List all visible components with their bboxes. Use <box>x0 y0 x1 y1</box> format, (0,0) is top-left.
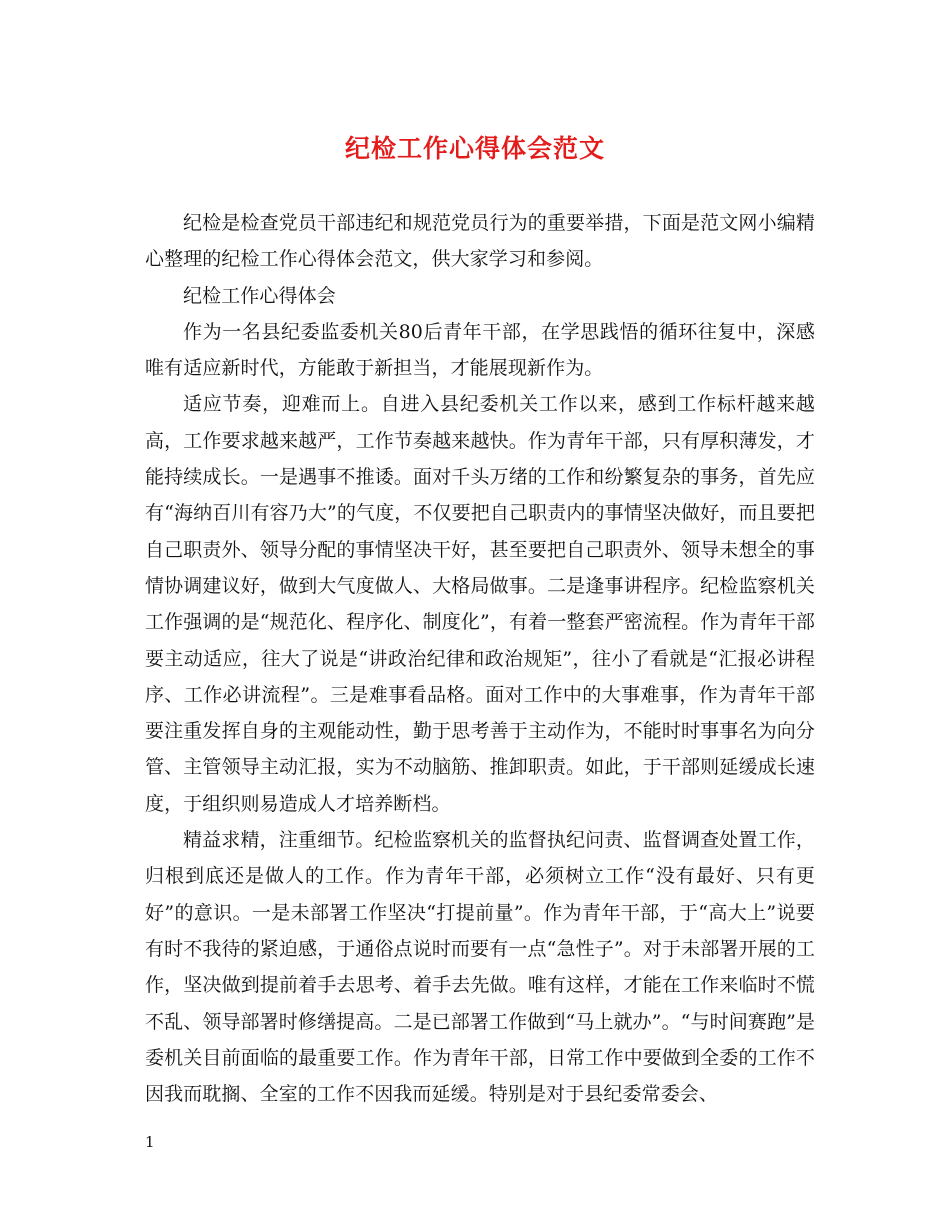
body-paragraph: 精益求精，注重细节。纪检监察机关的监督执纪问责、监督调查处置工作，归根到底还是做人的工作。作为青年干部，必须树立工作“没有最好、只有更好”的意识。一是未部署工作坚决“打提前量”。作为青年干部，于“高大上”说要有时不我待的紧迫感，于通俗点说时而要有一点“急性子”。对于未部署开展的工作，坚决做到提前着手去思考、着手去先做。唯有这样，才能在工作来临时不慌不乱、领导部署时修缮提高。二是已部署工作做到“马上就办”。“与时间赛跑”是委机关目前面临的最重要工作。作为青年干部，日常工作中要做到全委的工作不因我而耽搁、全室的工作不因我而延缓。特别是对于县纪委常委会、 <box>145 829 815 1106</box>
body-paragraph: 作为一名县纪委监委机关80后青年干部，在学思践悟的循环往复中，深感唯有适应新时代，方能敢于新担当，才能展现新作为。 <box>145 320 815 380</box>
intro-paragraph: 纪检是检查党员干部违纪和规范党员行为的重要举措，下面是范文网小编精心整理的纪检工作心得体会范文，供大家学习和参阅。 <box>145 212 815 271</box>
document-title: 纪检工作心得体会范文 <box>344 134 605 163</box>
document-body <box>145 205 815 1112</box>
page-number: 1 <box>145 1133 155 1151</box>
body-paragraph: 适应节奏，迎难而上。自进入县纪委机关工作以来，感到工作标杆越来越高，工作要求越来越严，工作节奏越来越快。作为青年干部，只有厚积薄发，才能持续成长。一是遇事不推诿。面对千头万绪的工作和纷繁复杂的事务，首先应有“海纳百川有容乃大”的气度，不仅要把自己职责内的事情坚决做好，而且要把自己职责外、领导分配的事情坚决干好，甚至要把自己职责外、领导未想全的事情协调建议好，做到大气度做人、大格局做事。二是逢事讲程序。纪检监察机关工作强调的是“规范化、程序化、制度化”，有着一整套严密流程。作为青年干部要主动适应，往大了说是“讲政治纪律和政治规矩”，往小了看就是“汇报必讲程序、工作必讲流程”。三是难事看品格。面对工作中的大事难事，作为青年干部要注重发挥自身的主观能动性，勤于思考善于主动作为，不能时时事事名为向分管、主管领导主动汇报，实为不动脑筋、推卸职责。如此，于干部则延缓成长速度，于组织则易造成人才培养断档。 <box>145 393 815 815</box>
section-heading: 纪检工作心得体会 <box>183 284 336 307</box>
